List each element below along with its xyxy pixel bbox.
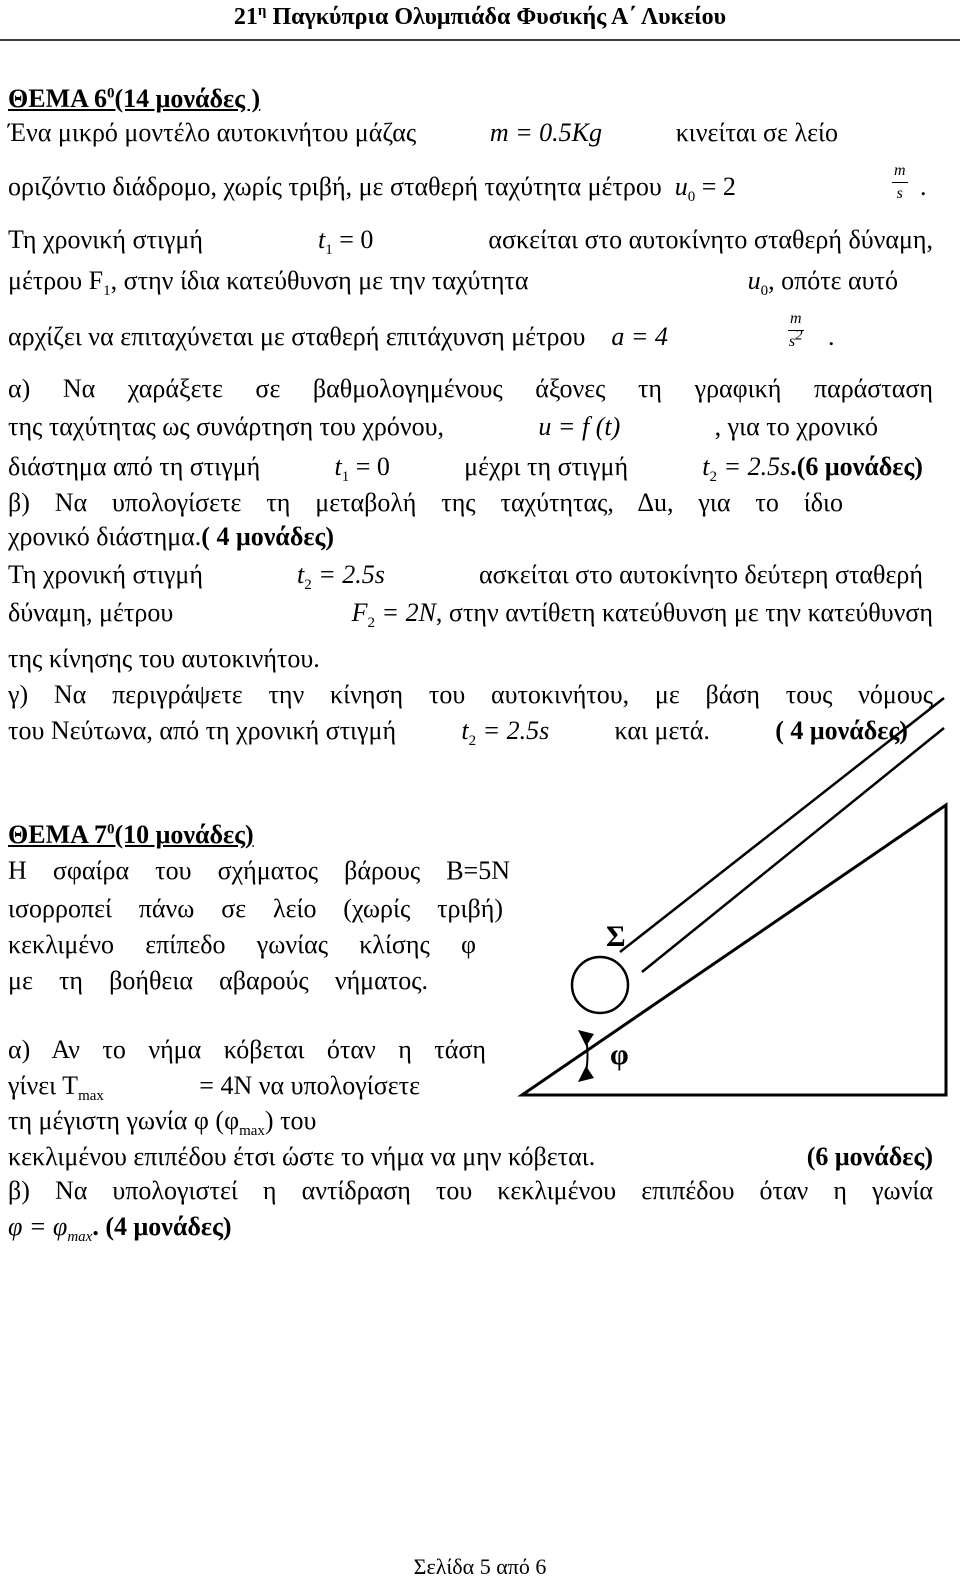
t6-line-11: Τη χρονική στιγμή $t_2 = 2.5s$ ασκείται στο αυτοκίνητο δεύτερη σταθερή <box>8 560 923 594</box>
t6-line-1: Ένα μικρό μοντέλο αυτοκινήτου μάζας m = 0.5Kg κινείται σε λείο <box>8 118 838 147</box>
incline-triangle <box>522 805 946 1095</box>
t7-line-2: ισορροπεί πάνω σε λείο (χωρίς τριβή) <box>8 894 503 923</box>
section-6-title: ΘΕΜΑ $6^0(14$ μονάδες ) <box>8 84 261 113</box>
t6-question-a: α) Να χαράξετε σε βαθμολογημένους άξονες τη γραφική παράσταση <box>8 374 933 403</box>
t7-line-4: με τη βοήθεια αβαρούς νήματος. <box>8 966 428 995</box>
t6-question-b: β) Να υπολογίσετε τη μεταβολή της ταχύτητας, Δu, για το ίδιο <box>8 488 843 517</box>
angle-label: φ <box>610 1038 629 1071</box>
t7-line-1: Η σφαίρα του σχήματος βάρους Β=5Ν <box>8 856 510 885</box>
angle-arrow-bottom <box>578 1066 594 1082</box>
t6-line-3: Τη χρονική στιγμή $t_1 = 0$ ασκείται στο αυτοκίνητο σταθερή δύναμη, <box>8 225 933 259</box>
fraction-m-s2: $\frac{m}{s^2}$ <box>788 310 803 350</box>
t7-line-7: τη μέγιστη γωνία φ $(\varphi_{max})$ του <box>8 1106 317 1140</box>
t6-line-13: της κίνησης του αυτοκινήτου. <box>8 644 320 673</box>
t7-line-8: κεκλιμένου επιπέδου έτσι ώστε το νήμα να μην κόβεται. (6 μονάδες) <box>8 1142 933 1171</box>
t7-line-3: κεκλιμένο επίπεδο γωνίας κλίσης φ <box>8 930 476 959</box>
string-line-lower <box>642 728 944 972</box>
angle-arrow-top <box>578 1030 594 1046</box>
string-line-upper <box>620 698 944 952</box>
t6-line-8: διάστημα από τη στιγμή $t_1 = 0$ μέχρι τη στιγμή $t_2 = 2.5s.(6$ μονάδες) <box>8 452 923 486</box>
t6-line-15: του Νεύτωνα, από τη χρονική στιγμή $t_2 = 2.5s$ και μετά. ( 4 μονάδες) <box>8 716 908 750</box>
fraction-m-s: $\frac{m}{s}$ <box>894 162 906 202</box>
sphere-label: Σ <box>606 920 626 953</box>
t7-line-6: γίνει $T_{max}$ = 4Ν να υπολογίσετε <box>8 1071 420 1105</box>
page-footer: Σελίδα 5 από 6 <box>413 1554 547 1579</box>
t6-question-c: γ) Να περιγράψετε την κίνηση του αυτοκινήτου, με βάση τους νόμους <box>8 680 933 709</box>
t7-question-a: α) Αν το νήμα κόβεται όταν η τάση <box>8 1035 486 1064</box>
t7-line-10: $\varphi = \varphi_{max}$. (4 μονάδες) <box>8 1212 232 1246</box>
t6-line-12: δύναμη, μέτρου $F_2 = 2N$, στην αντίθετη κατεύθυνση με την κατεύθυνση <box>8 598 933 632</box>
t6-line-4: μέτρου $F_1$, στην ίδια κατεύθυνση με την ταχύτητα $u_0$, οπότε αυτό <box>8 266 898 300</box>
t6-line-10: χρονικό διάστημα.( 4 μονάδες) <box>8 522 335 551</box>
sphere <box>572 957 628 1013</box>
t6-line-7: της ταχύτητας ως συνάρτηση του χρόνου, u = f (t) , για το χρονικό <box>8 412 878 441</box>
section-7-title: ΘΕΜΑ $7^0(10$ μονάδες) <box>8 820 254 849</box>
t7-question-b: β) Να υπολογιστεί η αντίδραση του κεκλιμένου επιπέδου όταν η γωνία <box>8 1176 933 1205</box>
t6-line-2: οριζόντιο διάδρομο, χωρίς τριβή, με σταθερή ταχύτητα μέτρου $u_0 = 2$ <box>8 172 736 206</box>
t6-line-5: αρχίζει να επιταχύνεται με σταθερή επιτάχυνση μέτρου a = 4 <box>8 322 668 351</box>
page-header: $21^\eta$ Παγκύπρια Ολυμπιάδα Φυσικής Α΄ Λυκείου <box>233 3 727 30</box>
